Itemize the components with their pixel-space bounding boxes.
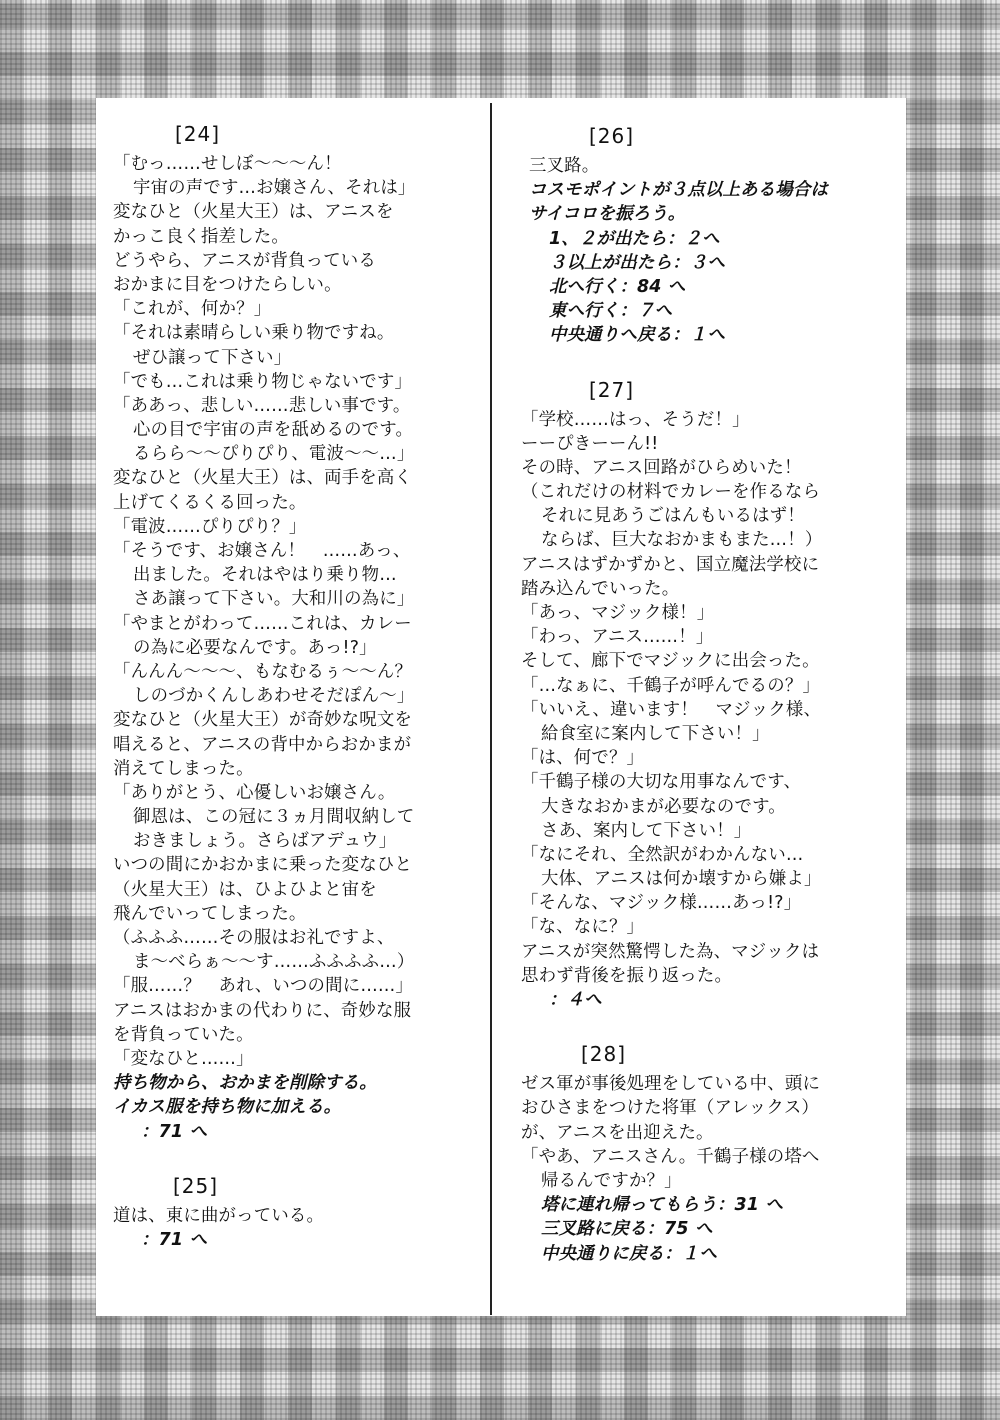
text-line: 「電波……ぴりぴり？」 [113, 516, 307, 537]
text-line: 「…なぁに、千鶴子が呼んでるの？」 [521, 675, 821, 696]
text-line: を背負っていた。 [113, 1024, 254, 1045]
text-line: さあ譲って下さい。大和川の為に」 [133, 589, 415, 610]
text-line: おきましょう。さらばアデュウ」 [133, 831, 397, 852]
text-line: 変なひと（火星大王）が奇妙な呪文を [113, 710, 413, 731]
instruction-line: コスモポイントが３点以上ある場合は [529, 180, 829, 201]
text-line: しのづかくんしあわせそだぽん～」 [133, 686, 415, 707]
text-line: 「は、何で？」 [521, 748, 645, 769]
text-line: さあ、案内して下さい！」 [541, 820, 752, 841]
section-heading-27: [27] [589, 377, 635, 402]
text-line: るらら～～ぴりぴり、電波～～…」 [133, 444, 415, 465]
text-line: アニスはおかまの代わりに、奇妙な服 [113, 1000, 412, 1021]
text-line: 「ああっ、悲しい……悲しい事です。 [113, 395, 411, 416]
goto-line: 1、２が出たら：２へ [549, 228, 720, 249]
text-line: 「でも…これは乗り物じゃないです」 [113, 371, 413, 392]
text-line: 変なひと（火星大王）は、両手を高く [113, 468, 413, 489]
text-line: 踏み込んでいった。 [521, 578, 680, 599]
text-line: の為に必要なんです。あっ!?」 [133, 637, 377, 658]
text-line: ーーぴきーーん!! [521, 433, 659, 454]
text-line: 「学校……はっ、そうだ！」 [521, 409, 750, 430]
text-line: おひさまをつけた将軍（アレックス） [521, 1098, 819, 1119]
text-line: その時、アニス回路がひらめいた！ [521, 457, 802, 478]
text-line: 心の目で宇宙の声を舐めるのです。 [133, 420, 414, 441]
text-line: 「変なひと……」 [113, 1048, 254, 1069]
text-line: 「あっ、マジック様！」 [521, 603, 715, 623]
section-gap [113, 1144, 485, 1168]
text-line: が、アニスを出迎えた。 [521, 1122, 714, 1143]
text-line: 帰るんですか？」 [541, 1170, 682, 1191]
instruction-line: 持ち物から、おかまを削除する。 [113, 1073, 377, 1094]
section-heading-24: [24] [175, 122, 221, 146]
text-line: （ふふふ……その服はお礼ですよ、 [113, 928, 395, 948]
text-line: ゼス軍が事後処理をしている中、頭に [521, 1074, 821, 1095]
right-column [521, 118, 896, 1266]
text-line: 宇宙の声です…お嬢さん、それは」 [133, 178, 416, 199]
text-line: いつの間にかおかまに乗った変なひと [113, 855, 413, 876]
text-line: 「いいえ、違います！ マジック様、 [521, 699, 822, 720]
goto-line: 中央通りへ戻る：１へ [549, 325, 725, 346]
text-line: おかまに目をつけたらしい。 [113, 274, 342, 295]
text-line: ぜひ譲って下さい」 [133, 347, 292, 368]
text-line: ま～べらぁ～～す……ふふふふ…） [133, 952, 415, 973]
text-line: 「やあ、アニスさん。千鶴子様の塔へ [521, 1146, 820, 1167]
text-line: 「それは素晴らしい乗り物ですね。 [113, 323, 395, 344]
text-line: 御恩は、この冠に３ヵ月間収納して [133, 807, 415, 828]
text-line: 「なにそれ、全然訳がわかんない… [521, 844, 804, 865]
goto-line: 塔に連れ帰ってもらう：31 へ [541, 1195, 783, 1216]
text-line: 出ました。それはやはり乗り物… [133, 565, 397, 586]
text-line: それに見あうごはんもいるはず！ [541, 506, 805, 527]
goto-line: 東へ行く：７へ [549, 301, 673, 322]
text-line: かっこ良く指差した。 [113, 226, 289, 247]
text-line: 「これが、何か？」 [113, 299, 272, 320]
text-line: 給食室に案内して下さい！」 [541, 723, 770, 744]
left-column [113, 116, 485, 1252]
text-line: ならば、巨大なおかまもまた…！） [541, 530, 823, 551]
goto-line: ：71 へ [141, 1229, 208, 1250]
goto-line: ：71 へ [141, 1121, 208, 1142]
text-line: 大体、アニスは何か壊すから嫌よ」 [541, 869, 822, 890]
section-heading-25: [25] [173, 1173, 219, 1198]
section-gap [521, 348, 896, 372]
text-line: 三叉路。 [529, 156, 600, 176]
text-line: そして、廊下でマジックに出会った。 [521, 651, 820, 672]
text-line: アニスはずかずかと、国立魔法学校に [521, 554, 820, 575]
goto-line: 三叉路に戻る：75 へ [541, 1219, 713, 1240]
text-line: 「そんな、マジック様……あっ!?」 [521, 893, 802, 914]
goto-line: ３以上が出たら：３へ [549, 252, 725, 273]
text-line: 「わっ、アニス……！」 [521, 627, 714, 648]
column-divider [490, 103, 492, 1315]
section-gap [521, 1012, 896, 1036]
text-line: （これだけの材料でカレーを作るなら [521, 482, 821, 503]
text-line: 「服……？ あれ、いつの間に……」 [113, 976, 414, 997]
text-line: 道は、東に曲がっている。 [113, 1205, 325, 1226]
text-line: 思わず背後を振り返った。 [521, 965, 733, 986]
text-line: 唱えると、アニスの背中からおかまが [113, 734, 412, 755]
goto-line: 北へ行く：84 へ [549, 276, 686, 297]
text-line: （火星大王）は、ひよひよと宙を [113, 879, 377, 900]
text-line: 「ありがとう、心優しいお嬢さん。 [113, 782, 396, 803]
text-line: 消えてしまった。 [113, 758, 254, 779]
instruction-line: サイコロを振ろう。 [529, 204, 686, 225]
text-line: 「やまとがわって……これは、カレー [113, 613, 412, 634]
text-line: 「んんん～～～、もなむるぅ～～ん？ [113, 661, 413, 682]
text-line: アニスが突然驚愕した為、マジックは [521, 941, 820, 962]
text-line: 「そうです、お嬢さん！ ……あっ、 [113, 541, 411, 561]
text-line: 「な、なに？」 [521, 917, 645, 938]
section-heading-28: [28] [581, 1042, 627, 1067]
text-line: 変なひと（火星大王）は、アニスを [113, 202, 394, 223]
text-line: 飛んでいってしまった。 [113, 903, 307, 924]
text-line: 大きなおかまが必要なのです。 [541, 796, 786, 817]
text-line: 上げてくるくる回った。 [113, 492, 307, 513]
text-line: どうやら、アニスが背負っている [113, 250, 376, 271]
goto-line: 中央通りに戻る：１へ [541, 1243, 717, 1264]
goto-line: ：４へ [549, 990, 602, 1010]
text-line: 「千鶴子様の大切な用事なんです、 [521, 772, 802, 793]
section-heading-26: [26] [589, 124, 635, 148]
instruction-line: イカス服を持ち物に加える。 [113, 1097, 342, 1118]
text-line: 「むっ……せしぼ～～～ん！ [113, 154, 342, 174]
